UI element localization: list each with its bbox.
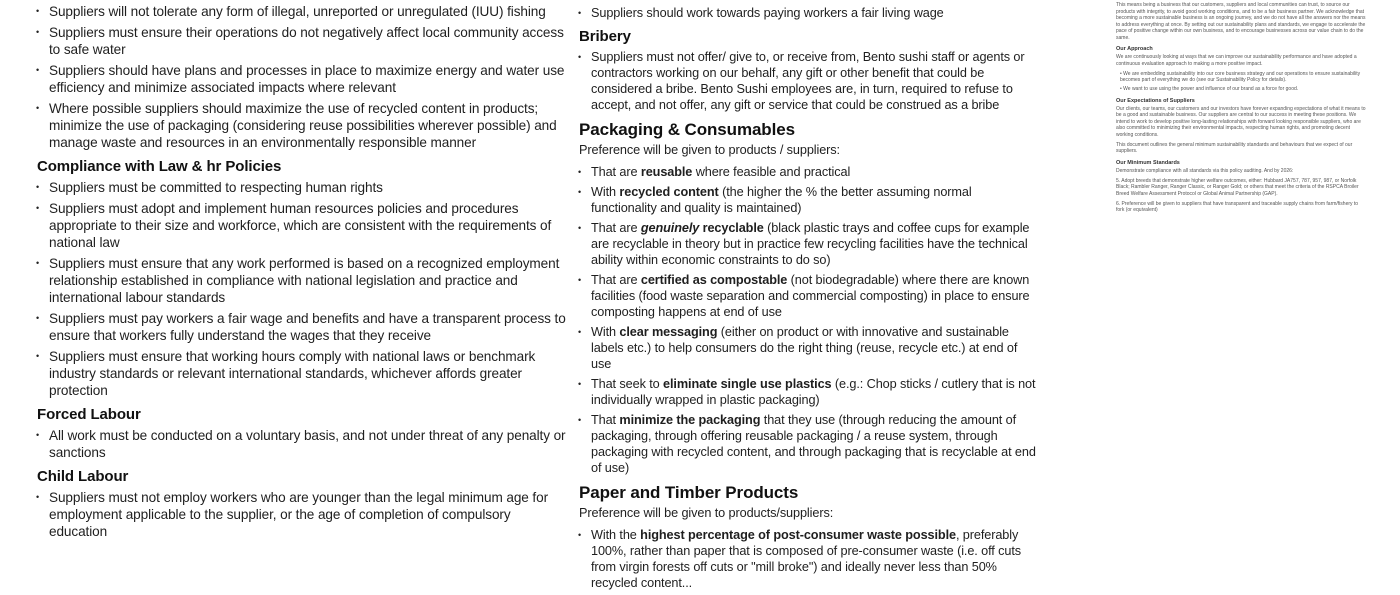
section-heading-child-labour: Child Labour xyxy=(37,468,129,485)
bullet-icon: • xyxy=(578,275,582,285)
bullet-icon: • xyxy=(36,27,40,37)
list-item-text: Where possible suppliers should maximize the use of recycled content in products; minimize the use of packaging (considering reuse possibilities wherever possible) and manage waste and resources in an environmentally responsible manner xyxy=(49,101,557,150)
list-item xyxy=(578,220,1036,268)
list-item xyxy=(578,324,1036,372)
list-item-text: That are certified as compostable (not biodegradable) where there are known facilities (food waste separation and commercial composting) in place to ensure composting happens at end of use xyxy=(591,273,1030,319)
bullet-icon: • xyxy=(578,223,582,233)
right-column xyxy=(578,0,1036,595)
bullet-icon: • xyxy=(36,351,40,361)
list-item-text: That are reusable where feasible and practical xyxy=(591,165,851,179)
mini-paragraph: We are continuously looking at ways that we can improve our sustainability performance and have adopted a continuous evaluation approach to making a more positive impact. xyxy=(1116,54,1357,67)
bullet-icon: • xyxy=(578,52,582,62)
adjacent-page-preview xyxy=(1116,2,1366,217)
list-item xyxy=(36,24,572,58)
bullet-icon: • xyxy=(36,65,40,75)
bullet-icon: • xyxy=(36,203,40,213)
list-item-text: Suppliers must ensure their operations do not negatively affect local community access to safe water xyxy=(49,25,564,57)
list-item xyxy=(36,348,572,399)
bullet-icon: • xyxy=(578,379,582,389)
bribery-bullet-list xyxy=(578,49,1036,113)
living-wage-bullet-list xyxy=(578,5,1036,21)
list-item xyxy=(578,376,1036,408)
bullet-icon: • xyxy=(578,187,582,197)
list-item xyxy=(578,164,1036,180)
list-item-text: With the highest percentage of post-consumer waste possible, preferably 100%, rather than paper that is composed of pre-consumer waste (i.e. off cuts from virgin forests off cuts or "mill broke") and ideally never less than 50% recycled content... xyxy=(591,528,1022,590)
list-item xyxy=(36,100,572,151)
packaging-bullet-list xyxy=(578,164,1036,476)
list-item-text: Suppliers should have plans and processes in place to maximize energy and water use efficiency and minimize associated impacts where relevant xyxy=(49,63,565,95)
section-heading-paper-timber: Paper and Timber Products xyxy=(579,483,799,502)
list-item-text: Suppliers must pay workers a fair wage and benefits and have a transparent process to ensure that workers fully understand the wages that they receive xyxy=(49,311,566,343)
mini-paragraph: This means being a business that our customers, suppliers and local communities can trust, to source our products with integrity, to avoid good working conditions, and to be a fair business partner. We acknowledge that becoming a more sustainable business is an ongoing journey, and we do not have all the answers nor the means to address everything at once. By setting out our sustainability plans and standards, we engage to accelerate the pace of positive change within our own business, and to encourage businesses across our value chain to do the same. xyxy=(1116,2,1366,41)
paper-preference-intro: Preference will be given to products/suppliers: xyxy=(579,506,834,520)
child-labour-bullet-list xyxy=(36,489,572,540)
mini-paragraph: • We are embedding sustainability into our core business strategy and our operations to ensure sustainability becomes part of everything we do (see our Sustainability Policy for details). xyxy=(1120,70,1361,83)
list-item-text: With clear messaging (either on product or with innovative and sustainable labels etc.) to help consumers do the right thing (reuse, recycle etc.) at end of use xyxy=(591,325,1018,371)
mini-paragraph: Our clients, our teams, our customers and our investors have forever expanding expectations of what it means to be a good and sustainable business. Our suppliers are central to our success in meeting these positions. We intend to work to develop positive long-lasting relationships with forward looking responsible suppliers, who are also committed to minimizing their environmental impacts, respecting human rights, and promoting decent working conditions. xyxy=(1116,105,1366,138)
mini-paragraph: Demonstrate compliance with all standards via this policy auditing. And by 2026: xyxy=(1116,167,1294,174)
list-item xyxy=(578,527,1036,591)
mini-paragraph: 6. Preference will be given to suppliers that have transparent and traceable supply chains from farm/fishery to fork (or equivalent) xyxy=(1116,200,1359,213)
list-item-text: That seek to eliminate single use plastics (e.g.: Chop sticks / cutlery that is not individually wrapped in plastic packaging) xyxy=(591,377,1036,407)
bullet-icon: • xyxy=(36,258,40,268)
mini-heading: Our Minimum Standards xyxy=(1116,159,1180,166)
list-item-text: Suppliers must ensure that working hours comply with national laws or benchmark industry standards or relevant international standards, whichever affords greater protection xyxy=(49,349,536,398)
list-item xyxy=(36,179,572,196)
compliance-bullet-list xyxy=(36,179,572,399)
list-item-text: Suppliers must not employ workers who are younger than the legal minimum age for employment applicable to the supplier, or the age of completion of compulsory education xyxy=(49,490,548,539)
list-item xyxy=(578,49,1036,113)
list-item-text: Suppliers must ensure that any work performed is based on a recognized employment relationship established in compliance with national legislation and practice and international labour standards xyxy=(49,256,560,305)
list-item xyxy=(36,255,572,306)
list-item-text: Suppliers must be committed to respecting human rights xyxy=(49,180,383,195)
left-column xyxy=(36,0,572,544)
bullet-icon: • xyxy=(36,492,40,502)
list-item-text: That minimize the packaging that they use (through reducing the amount of packaging, through offering reusable packaging / a reuse system, through packaging with recycled content, and through packaging that is recyclable at end of use) xyxy=(591,413,1036,475)
bullet-icon: • xyxy=(36,430,40,440)
bullet-icon: • xyxy=(36,6,40,16)
list-item xyxy=(36,489,572,540)
list-item xyxy=(36,310,572,344)
mini-paragraph: • We want to use using the power and influence of our brand as a force for good. xyxy=(1120,86,1299,92)
mini-paragraph: 5. Adopt breeds that demonstrate higher welfare outcomes, either: Hubbard JA757, 787, 957, 987, or Norfolk Black; Rambler Ranger, Ranger Classic, or Ranger Gold; or others that meet the criteria of the RSPCA Broiler Breed Welfare Assessment Protocol or Global Animal Partnership (GAP). xyxy=(1116,177,1359,197)
list-item xyxy=(578,5,1036,21)
list-item xyxy=(36,3,572,20)
mini-heading: Our Expectations of Suppliers xyxy=(1116,97,1195,104)
packaging-preference-intro: Preference will be given to products / suppliers: xyxy=(579,143,840,157)
bullet-icon: • xyxy=(36,182,40,192)
list-item-text: With recycled content (the higher the % the better assuming normal functionality and quality is maintained) xyxy=(591,185,972,215)
section-heading-bribery: Bribery xyxy=(579,28,631,45)
list-item xyxy=(36,62,572,96)
list-item-text: That are genuinely recyclable (black plastic trays and coffee cups for example are recyclable in theory but in practice few recycling facilities have the technical ability within economic constraints to do so) xyxy=(591,221,1030,267)
bullet-icon: • xyxy=(578,8,582,18)
section-heading-compliance: Compliance with Law & hr Policies xyxy=(37,158,282,175)
list-item xyxy=(578,184,1036,216)
paper-bullet-list xyxy=(578,527,1036,591)
list-item-text: Suppliers should work towards paying workers a fair living wage xyxy=(591,6,944,20)
list-item xyxy=(36,200,572,251)
bullet-icon: • xyxy=(36,313,40,323)
bullet-icon: • xyxy=(578,327,582,337)
list-item-text: Suppliers must adopt and implement human resources policies and procedures appropriate to their size and workforce, which are consistent with the requirements of national law xyxy=(49,201,552,250)
bullet-icon: • xyxy=(578,415,582,425)
bullet-icon: • xyxy=(578,530,582,540)
bullet-icon: • xyxy=(578,167,582,177)
environment-bullet-list xyxy=(36,3,572,151)
mini-paragraph: This document outlines the general minimum sustainability standards and behaviours that we expect of our suppliers. xyxy=(1116,141,1353,154)
list-item-text: Suppliers will not tolerate any form of illegal, unreported or unregulated (IUU) fishing xyxy=(49,4,546,19)
list-item xyxy=(578,412,1036,476)
list-item-text: Suppliers must not offer/ give to, or receive from, Bento sushi staff or agents or contractors working on our behalf, any gift or other benefit that could be considered a bribe. Bento Sushi employees are, in turn, required to refuse to accept, and not offer, any gift or service that could be construed as a bribe xyxy=(591,50,1025,112)
bullet-icon: • xyxy=(36,103,40,113)
list-item xyxy=(36,427,572,461)
forced-labour-bullet-list xyxy=(36,427,572,461)
list-item-text: All work must be conducted on a voluntary basis, and not under threat of any penalty or sanctions xyxy=(49,428,566,460)
section-heading-packaging-consumables: Packaging & Consumables xyxy=(579,120,795,139)
mini-heading: Our Approach xyxy=(1116,46,1153,52)
list-item xyxy=(578,272,1036,320)
section-heading-forced-labour: Forced Labour xyxy=(37,406,141,423)
